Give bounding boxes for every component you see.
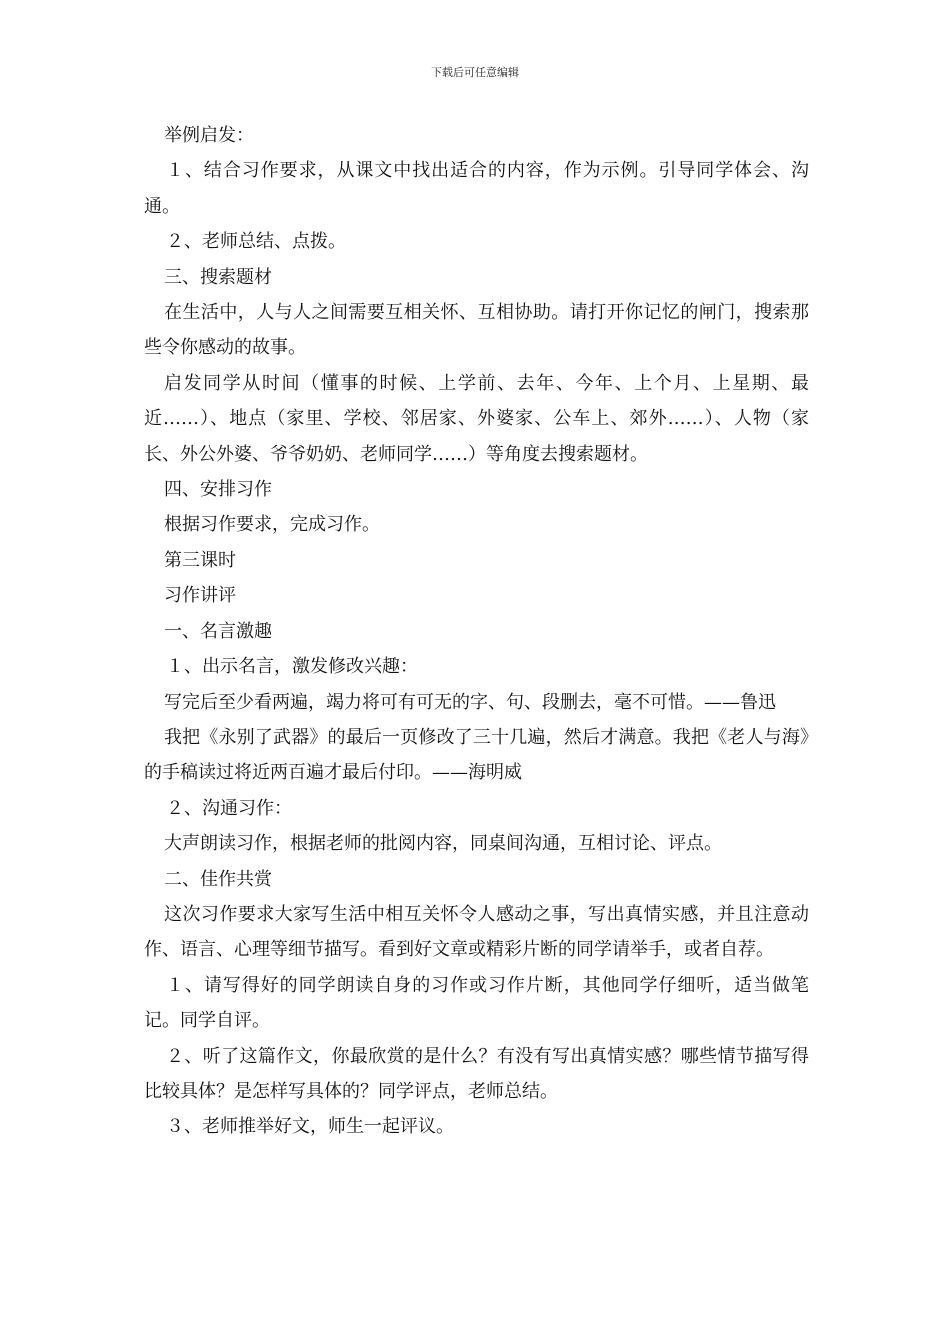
paragraph-life-care: 在生活中，人与人之间需要互相关怀、互相协助。请打开你记忆的闸门，搜索那些令你感动的故事。 bbox=[144, 302, 809, 359]
quote-hemingway: 我把《永别了武器》的最后一页修改了三十几遍，然后才满意。我把《老人与海》的手稿读过将近两百遍才最后付印。——海明威 bbox=[144, 726, 809, 784]
paragraph-read-aloud: 大声朗读习作，根据老师的批阅内容，同桌间沟通，互相讨论、评点。 bbox=[164, 833, 722, 855]
paragraph-communicate-writing: ２、沟通习作： bbox=[166, 797, 292, 819]
section-heading-appreciation: 二、佳作共赏 bbox=[164, 868, 272, 890]
section-heading-quotes: 一、名言激趣 bbox=[164, 620, 272, 642]
lesson-heading-third: 第三课时 bbox=[164, 549, 236, 571]
paragraph-writing-requirement: 这次习作要求大家写生活中相互关怀令人感动之事，写出真情实感，并且注意动作、语言、心理等细节描写。看到好文章或精彩片断的同学请举手，或者自荐。 bbox=[144, 903, 809, 961]
page-header: 下载后可任意编辑 bbox=[431, 66, 519, 79]
paragraph-item-2: ２、老师总结、点拨。 bbox=[166, 231, 346, 253]
paragraph-item-1: １、结合习作要求，从课文中找出适合的内容，作为示例。引导同学体会、沟通。 bbox=[144, 160, 809, 217]
paragraph-example-intro: 举例启发： bbox=[164, 125, 254, 146]
paragraph-inspire-students: 启发同学从时间（懂事的时候、上学前、去年、今年、上个月、上星期、最近……）、地点（家里、学校、邻居家、外婆家、公车上、郊外……）、人物（家长、外公外婆、爷爷奶奶、老师同学……）等角度去搜索题材。 bbox=[144, 372, 809, 465]
paragraph-complete-writing: 根据习作要求，完成习作。 bbox=[164, 514, 380, 536]
paragraph-teacher-recommend: ３、老师推举好文，师生一起评议。 bbox=[166, 1116, 454, 1138]
section-heading-arrange-writing: 四、安排习作 bbox=[164, 479, 272, 501]
paragraph-show-quotes: １、出示名言，激发修改兴趣： bbox=[166, 656, 418, 678]
lesson-subheading-review: 习作讲评 bbox=[164, 585, 236, 607]
quote-lu-xun: 写完后至少看两遍，竭力将可有可无的字、句、段删去，毫不可惜。——鲁迅 bbox=[164, 691, 776, 713]
section-heading-search-topic: 三、搜索题材 bbox=[164, 266, 272, 288]
paragraph-read-good-work: １、请写得好的同学朗读自身的习作或习作片断，其他同学仔细听，适当做笔记。同学自评。 bbox=[144, 974, 809, 1032]
paragraph-what-appreciate: ２、听了这篇作文，你最欣赏的是什么？有没有写出真情实感？哪些情节描写得比较具体？是怎样写具体的？同学评点，老师总结。 bbox=[144, 1045, 809, 1102]
document-body bbox=[144, 118, 809, 1145]
